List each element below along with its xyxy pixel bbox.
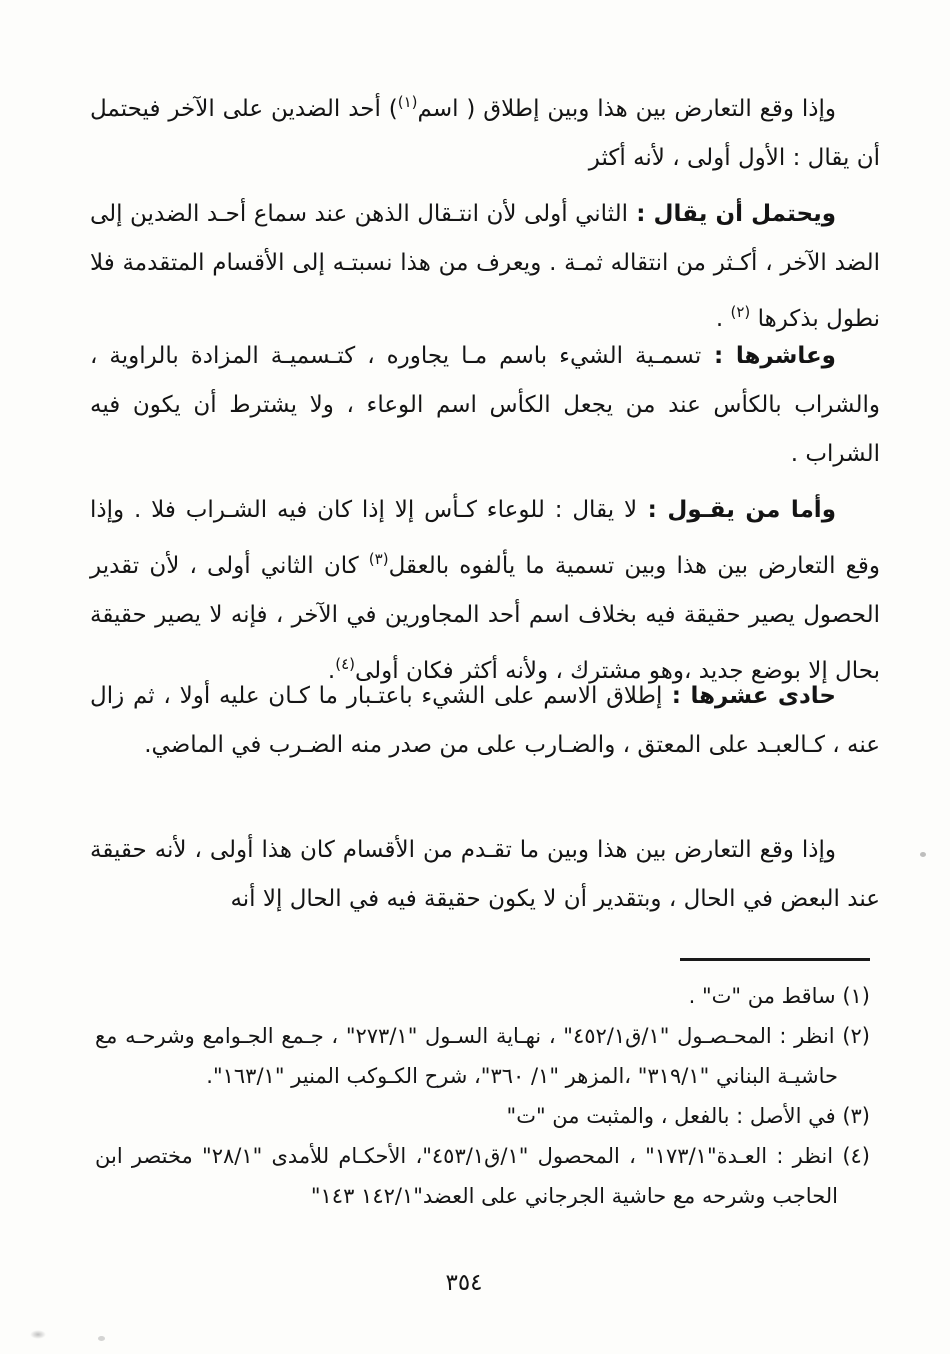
scan-speckle: [920, 852, 926, 857]
paragraph-lead-in: وعاشرها :: [701, 343, 836, 369]
body-paragraph-5: حادى عشرها : إطلاق الاسم على الشيء باعتـبار ما كـان عليه أولا ، ثم زال عنه ، كـالعبـد على المعتق ، والضـارب على من صدر منه الضـرب في الماضي.: [90, 683, 880, 758]
footnote-ref: (٣): [368, 550, 389, 568]
paragraph-lead-in: وأما من يقـول :: [637, 497, 836, 523]
body-paragraph-4: وأما من يقـول : لا يقال : للوعاء كـأس إلا إذا كان فيه الشـراب فلا . وإذا وقع التعارض بين هذا وبين تسمية ما يألفوه بالعقل$^{(٣)}$ كان الثاني أولى ، لأن تقدير الحصول يصير حقيقة فيه بخلاف اسم أحد المجاورين في الآخر ، فإنه لا يصير حقيقة بحال إلا بوضع جديد ،وهو مشترك ، ولأنه أكثر فكان أولى$^{(٤)}$.: [90, 497, 880, 684]
body-paragraph-3: وعاشرها : تسمـية الشيء باسم مـا يجاوره ، كتـسميـة المزادة بالراوية ، والشراب بالكأس عند من يجعل الكأس اسم الوعاء ، ولا يشترط أن يكون فيه الشراب .: [90, 343, 880, 467]
footnote-4: (٤) انظر : العـدة"١٧٣/١" ، المحصول "١/ق٤٥٣/١"، الأحكـام للأمدى "٢٨/١" مختصر ابن الحاجب وشرحه مع حاشية الجرجاني على العضد"١٤٢/١ ١٤٣": [95, 1144, 870, 1208]
footnote-ref: (١): [397, 93, 418, 111]
body-paragraph-6: وإذا وقع التعارض بين هذا وبين ما تقـدم من الأقسام كان هذا أولى ، لأنه حقيقة عند البعض في الحال ، وبتقدير أن لا يكون حقيقة فيه في الحال إلا أنه: [90, 837, 880, 912]
footnote-2: (٢) انظر : المحـصـول "١/ق٤٥٢/١" ، نهـاية السـول "٢٧٣/١" ، جـمع الجـوامع وشرحـه مع حاشيـة البناني "٣١٩/١" ،المزهر "١/ ٣٦٠"، شرح الكـوكب المنير "١٦٣/١".: [95, 1024, 870, 1088]
scan-speckle: [30, 1330, 46, 1339]
footnote-ref: (٤): [335, 655, 355, 673]
paragraph-lead-in: حادى عشرها :: [662, 683, 836, 709]
footnote-separator: [680, 958, 870, 961]
footnote-1: (١) ساقط من "ت" .: [688, 984, 870, 1008]
body-paragraph-2: ويحتمل أن يقال : الثاني أولى لأن انتـقال الذهن عند سماع أحـد الضدين إلى الضد الآخر ، أكـثر من انتقاله ثمـة . ويعرف من هذا نسبتـه إلى الأقسام المتقدمة فلا نطول بذكرها $^{(٢)}$ .: [90, 201, 880, 332]
paragraph-lead-in: ويحتمل أن يقال :: [628, 201, 836, 227]
body-paragraph-1: وإذا وقع التعارض بين هذا وبين إطلاق ( اسم$^{(١)}$) أحد الضدين على الآخر فيحتمل أن يقال : الأول أولى ، لأنه أكثر: [90, 93, 880, 171]
footnotes-block: [95, 976, 870, 1216]
page-number: ٣٥٤: [445, 1270, 483, 1296]
footnote-3: (٣) في الأصل : بالفعل ، والمثبت من "ت": [506, 1104, 870, 1128]
scan-speckle: [98, 1336, 105, 1341]
footnote-ref: (٢): [730, 303, 751, 321]
